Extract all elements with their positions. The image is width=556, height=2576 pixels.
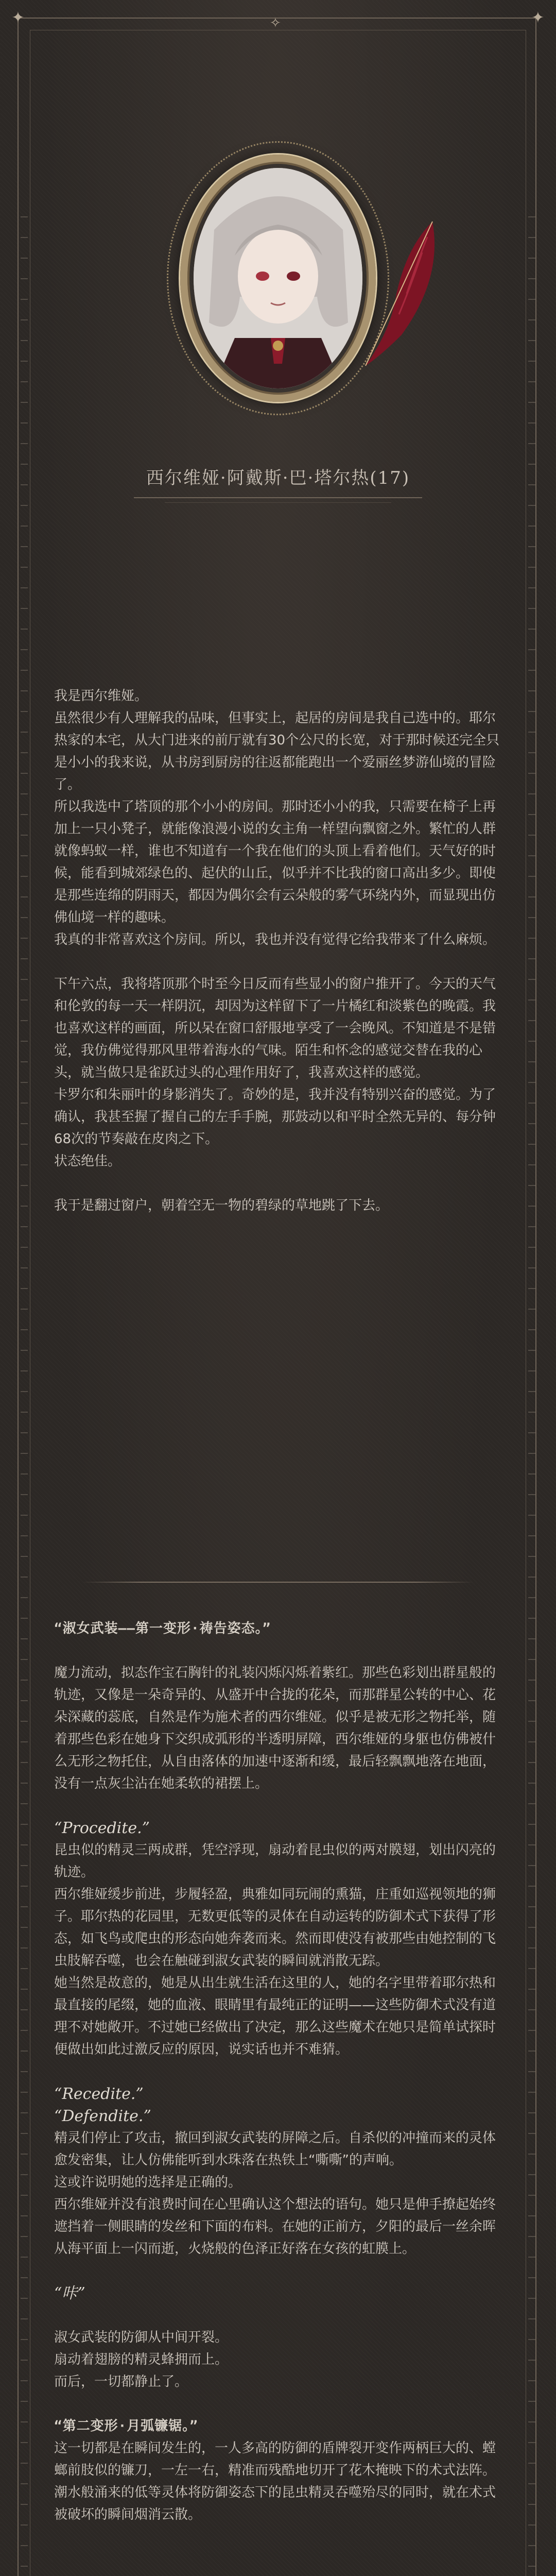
paragraph: 魔力流动，拟态作宝石胸针的礼装闪烁闪烁着紫红。那些色彩划出群星般的轨迹，又像是一朵奇异的、从盛开中合拢的花朵，而那群星公转的中心、花朵深藏的蕊底，自然是作为施术者的西尔维娅。似乎是被无形之物托举，随着那些色彩在她身下交织成弧形的半透明屏障，西尔维娅的身躯也仿佛被什么无形之物托住，从自由落体的加速中逐渐和缓，最后轻飘飘地落在地面，没有一点灰尘沾在她柔软的裙摆上。 bbox=[54, 1665, 496, 1791]
name-underline bbox=[134, 497, 422, 498]
section-title-second-transformation: “第二变形·月弧镰锯。” bbox=[54, 2418, 198, 2434]
corner-star-icon: ✦ bbox=[11, 9, 25, 27]
paragraph: 这或许说明她的选择是正确的。 bbox=[54, 2175, 242, 2190]
paragraph: 我是西尔维娅。 bbox=[54, 688, 148, 704]
sound-effect-quote: “咔” bbox=[54, 2284, 85, 2302]
paragraph: 西尔维娅并没有浪费时间在心里确认这个想法的语句。她只是伸手撩起始终遮挡着一侧眼睛的发丝和下面的布料。在她的正前方，夕阳的最后一丝余晖从海平面上一闪而逝，火烧般的色泽正好落在女孩的虹膜上。 bbox=[54, 2197, 496, 2257]
name-underline-secondary bbox=[165, 502, 391, 503]
top-center-star-icon: ✧ bbox=[270, 15, 281, 31]
corner-star-icon: ✦ bbox=[531, 9, 545, 27]
paragraph: 西尔维娅缓步前进，步履轻盈，典雅如同玩闹的熏猫，庄重如巡视领地的狮子。耶尔热的花园里，无数更低等的灵体在自动运转的防御术式下获得了形态，如飞鸟或爬虫的形态向她奔袭而来。然而即使没有被那些由她控制的飞虫肢解吞噬，也会在触碰到淑女武装的瞬间就消散无踪。 bbox=[54, 1887, 496, 1969]
section-title-first-transformation: “淑女武装——第一变形·祷告姿态。” bbox=[54, 1621, 271, 1636]
paragraph: 昆虫似的精灵三两成群，凭空浮现，扇动着昆虫似的两对膜翅，划出闪亮的轨迹。 bbox=[54, 1842, 496, 1880]
paragraph: 而后，一切都静止了。 bbox=[54, 2374, 188, 2389]
paragraph: 这一切都是在瞬间发生的，一人多高的防御的盾牌裂开变作两柄巨大的、螳螂前肢似的镰刀，一左一右，精准而残酷地切开了花木掩映下的术式法阵。潮水般涌来的低等灵体将防御姿态下的昆虫精灵吞噬殆尽的同时，就在术式被破坏的瞬间烟消云散。 bbox=[54, 2441, 496, 2522]
character-portrait bbox=[194, 168, 362, 388]
incantation-quote: “Defendite.” bbox=[54, 2107, 151, 2125]
paragraph: 下午六点，我将塔顶那个时至今日反而有些显小的窗户推开了。今天的天气和伦敦的每一天一样阴沉，却因为这样留下了一片橘红和淡紫色的晚霞。我也喜欢这样的画面，所以呆在窗口舒服地享受了一会晚风。不知道是不是错觉，我仿佛觉得那风里带着海水的气味。陌生和怀念的感觉交替在我的心头，就当做只是雀跃过头的心理作用好了，我喜欢这样的感觉。 bbox=[54, 976, 496, 1080]
incantation-quote: “Procedite.” bbox=[54, 1819, 150, 1837]
right-side-ornament bbox=[528, 216, 535, 2576]
paragraph: 我于是翻过窗户，朝着空无一物的碧绿的草地跳了下去。 bbox=[54, 1198, 389, 1213]
section-divider bbox=[82, 1582, 474, 1583]
left-side-ornament bbox=[21, 216, 28, 2576]
paragraph: 扇动着翅膀的精灵蜂拥而上。 bbox=[54, 2352, 229, 2367]
paragraph: 虽然很少有人理解我的品味，但事实上，起居的房间是我自己选中的。耶尔热家的本宅，从大门进来的前厅就有30个公尺的长宽，对于那时候还完全只是小小的我来说，从书房到厨房的往返都能跑出一个爱丽丝梦游仙境的冒险了。 bbox=[54, 710, 500, 792]
intro-section bbox=[54, 685, 502, 1217]
paragraph: 我真的非常喜欢这个房间。所以，我也并没有觉得它给我带来了什么麻烦。 bbox=[54, 932, 496, 947]
paragraph: 她当然是故意的，她是从出生就生活在这里的人，她的名字里带着耶尔热和最直接的尾缀，她的血液、眼睛里有最纯正的证明——这些防御术式没有道理不对她敞开。不过她已经做出了决定，那么这些魔术在她只是简单试探时便做出如此过激反应的原因，说实话也并不难猜。 bbox=[54, 1975, 496, 2057]
paragraph: 精灵们停止了攻击，撤回到淑女武装的屏障之后。自杀似的冲撞而来的灵体愈发密集，让人仿佛能听到水珠落在热铁上“嘶嘶”的声响。 bbox=[54, 2130, 496, 2168]
paragraph: 状态绝佳。 bbox=[54, 1154, 121, 1169]
magic-section bbox=[54, 1618, 502, 2526]
paragraph: 所以我选中了塔顶的那个小小的房间。那时还小小的我，只需要在椅子上再加上一只小凳子，就能像浪漫小说的女主角一样望向飘窗之外。繁忙的人群就像蚂蚁一样，谁也不知道有一个我在他们的头顶上看着他们。天气好的时候，能看到城郊绿色的、起伏的山丘，似乎并不比我的窗口高出多少。即使是那些连绵的阴雨天，都因为偶尔会有云朵般的雾气环绕内外，而显现出仿佛仙境一样的趣味。 bbox=[54, 799, 496, 925]
character-name-caption: 西尔维娅·阿戴斯·巴·塔尔热(17) bbox=[146, 468, 410, 488]
incantation-quote: “Recedite.” bbox=[54, 2085, 144, 2103]
paragraph: 卡罗尔和朱丽叶的身影消失了。奇妙的是，我并没有特别兴奋的感觉。为了确认，我甚至握了握自己的左手手腕，那鼓动以和平时全然无异的、每分钟68次的节奏敲在皮肉之下。 bbox=[54, 1087, 496, 1147]
character-portrait-frame bbox=[160, 139, 396, 428]
paragraph: 淑女武装的防御从中间开裂。 bbox=[54, 2330, 229, 2345]
red-quill-feather-icon bbox=[355, 216, 443, 373]
